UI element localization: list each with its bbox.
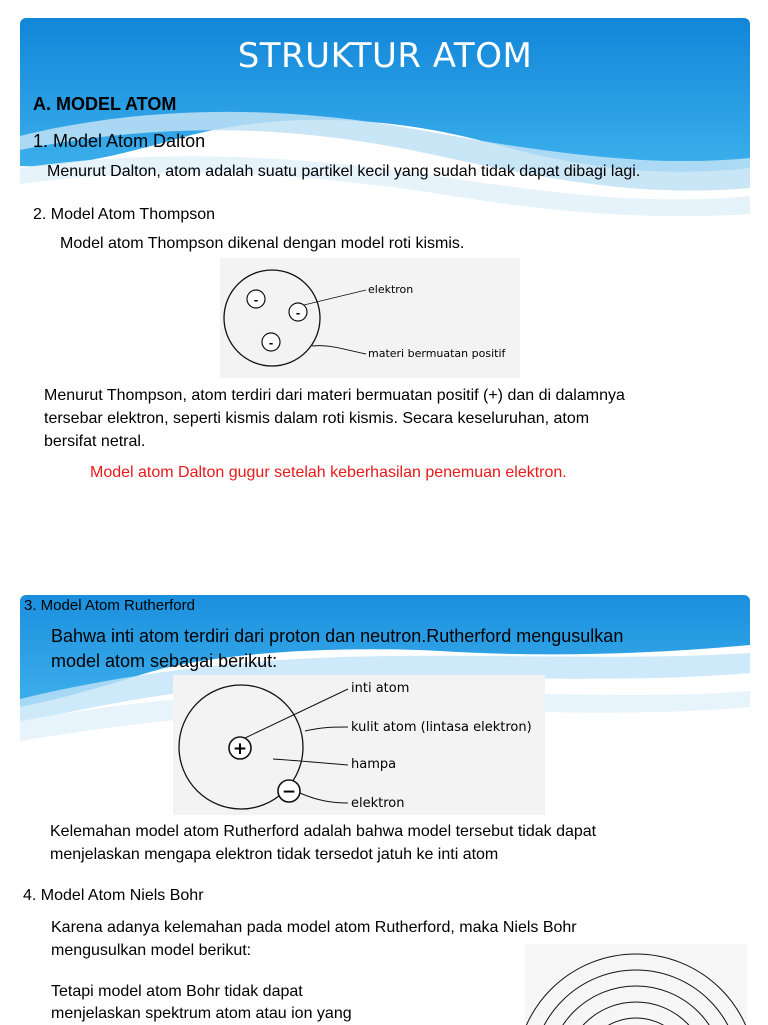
electron-sign: - (295, 307, 301, 320)
bohr-text-line: Tetapi model atom Bohr tidak dapat (51, 983, 303, 1000)
label-shell: kulit atom (lintasa elektron) (351, 720, 532, 735)
thompson-text-line: Menurut Thompson, atom terdiri dari materi bermuatan positif (+) dan di dalamnya (44, 387, 625, 404)
rutherford-intro-line: Bahwa inti atom terdiri dari proton dan neutron.Rutherford mengusulkan (51, 626, 624, 646)
thompson-diagram (220, 258, 520, 378)
electron-sign: − (281, 782, 297, 802)
bohr-intro-line: mengusulkan model berikut: (51, 942, 252, 959)
slide-title: STRUKTUR ATOM (237, 36, 533, 76)
rutherford-weakness-line: Kelemahan model atom Rutherford adalah bahwa model tersebut tidak dapat (50, 823, 597, 840)
dalton-note: Model atom Dalton gugur setelah keberhasilan penemuan elektron. (90, 464, 567, 481)
nucleus-sign: + (232, 739, 248, 759)
electron-sign: - (253, 294, 259, 307)
slide-2 (20, 595, 750, 1025)
dalton-text: Menurut Dalton, atom adalah suatu partikel kecil yang sudah tidak dapat dibagi lagi. (47, 163, 641, 180)
dalton-heading: 1. Model Atom Dalton (33, 131, 206, 151)
positive-sphere (224, 270, 320, 366)
bohr-orbit (564, 1002, 708, 1025)
thompson-text-line: bersifat netral. (44, 433, 146, 450)
bohr-text-line: menjelaskan spektrum atom atau ion yang (51, 1005, 352, 1022)
bohr-heading: 4. Model Atom Niels Bohr (23, 887, 204, 904)
bohr-orbit (548, 986, 724, 1025)
label-positive-matter: materi bermuatan positif (368, 347, 506, 360)
rutherford-weakness-line: menjelaskan mengapa elektron tidak tersedot jatuh ke inti atom (50, 846, 499, 863)
bohr-orbit (525, 954, 747, 1025)
bohr-diagram (525, 944, 747, 1025)
thompson-heading: 2. Model Atom Thompson (33, 206, 216, 223)
rutherford-heading: 3. Model Atom Rutherford (24, 597, 195, 614)
thompson-text-line: tersebar elektron, seperti kismis dalam roti kismis. Secara keseluruhan, atom (44, 410, 590, 427)
rutherford-intro-line: model atom sebagai berikut: (51, 651, 278, 671)
electron-sign: - (268, 337, 274, 350)
thompson-intro: Model atom Thompson dikenal dengan model roti kismis. (60, 235, 465, 252)
label-empty: hampa (351, 757, 397, 772)
rutherford-diagram (173, 675, 545, 815)
slide-1 (20, 18, 750, 563)
label-electron: elektron (368, 283, 414, 296)
bohr-intro-line: Karena adanya kelemahan pada model atom Rutherford, maka Niels Bohr (51, 919, 577, 936)
label-nucleus: inti atom (351, 681, 410, 696)
section-heading: A. MODEL ATOM (33, 94, 177, 114)
label-electron: elektron (351, 796, 405, 811)
